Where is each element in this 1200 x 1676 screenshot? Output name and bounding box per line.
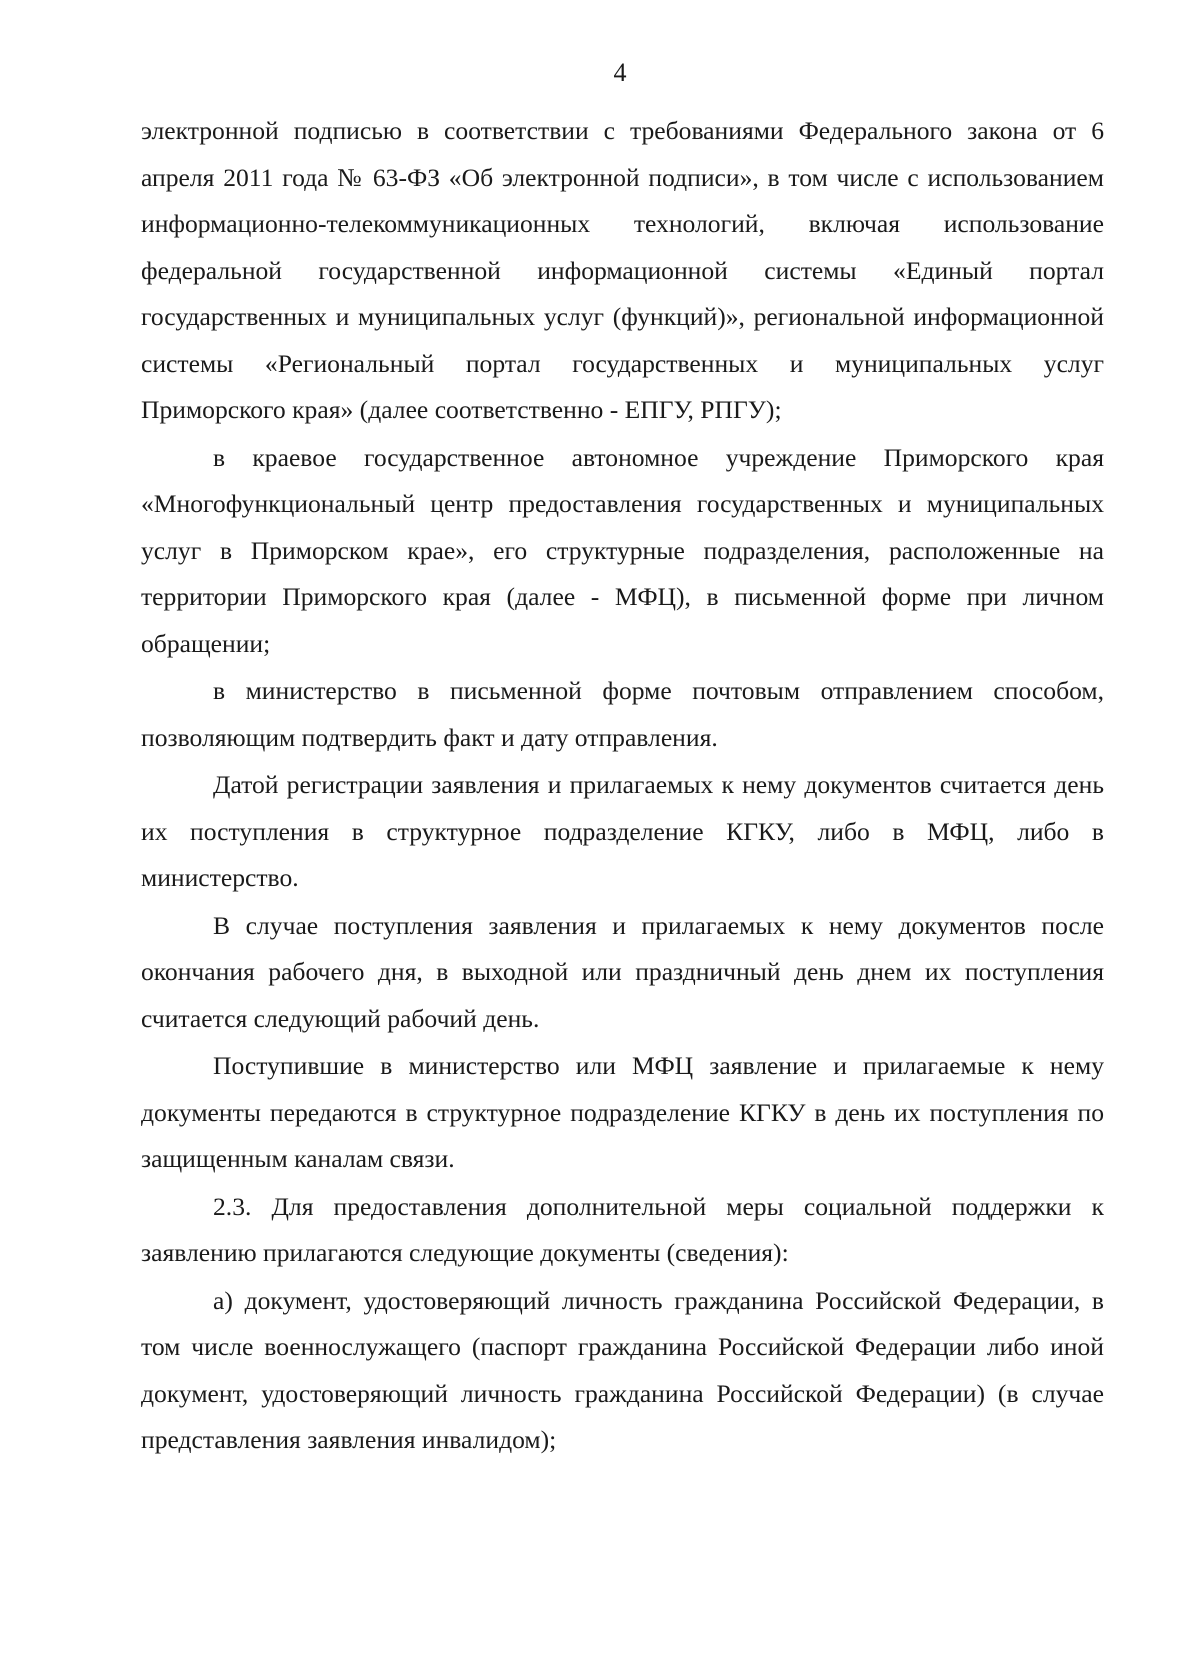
paragraph-continuation: электронной подписью в соответствии с требованиями Федерального закона от 6 апреля 2011 года № 63-ФЗ «Об электронной подписи», в том числе с использованием информационно-телекоммуникационных технологий, включая использование федеральной государственной информационной системы «Единый портал государственных и муниципальных услуг (функций)», региональной информационной системы «Региональный портал государственных и муниципальных услуг Приморского края» (далее соответственно - ЕПГУ, РПГУ); — [141, 116, 1104, 424]
paragraph-section-2-3: 2.3. Для предоставления дополнительной меры социальной поддержки к заявлению прилагаются следующие документы (сведения): — [141, 1191, 1104, 1267]
paragraph-transfer: Поступившие в министерство или МФЦ заявление и прилагаемые к нему документы передаются в структурное подразделение КГКУ в день их поступления по защищенным каналам связи. — [141, 1051, 1104, 1173]
page-number: 4 — [613, 58, 627, 87]
paragraph-item-a: а) документ, удостоверяющий личность гражданина Российской Федерации, в том числе военнослужащего (паспорт гражданина Российской Федерации либо иной документ, удостоверяющий личность гражданина Российской Федерации) (в случае представления заявления инвалидом); — [141, 1285, 1104, 1454]
paragraph-ministry-mail: в министерство в письменной форме почтовым отправлением способом, позволяющим подтвердить факт и дату отправления. — [141, 676, 1104, 752]
paragraph-mfc: в краевое государственное автономное учреждение Приморского края «Многофункциональный центр предоставления государственных и муниципальных услуг в Приморском крае», его структурные подразделения, расположенные на территории Приморского края (далее - МФЦ), в письменной форме при личном обращении; — [141, 442, 1104, 658]
paragraph-after-hours: В случае поступления заявления и прилагаемых к нему документов после окончания рабочего дня, в выходной или праздничный день днем их поступления считается следующий рабочий день. — [141, 910, 1104, 1033]
document-body — [141, 108, 1104, 1464]
paragraph-registration-date: Датой регистрации заявления и прилагаемых к нему документов считается день их поступления в структурное подразделение КГКУ, либо в МФЦ, либо в министерство. — [141, 770, 1104, 892]
